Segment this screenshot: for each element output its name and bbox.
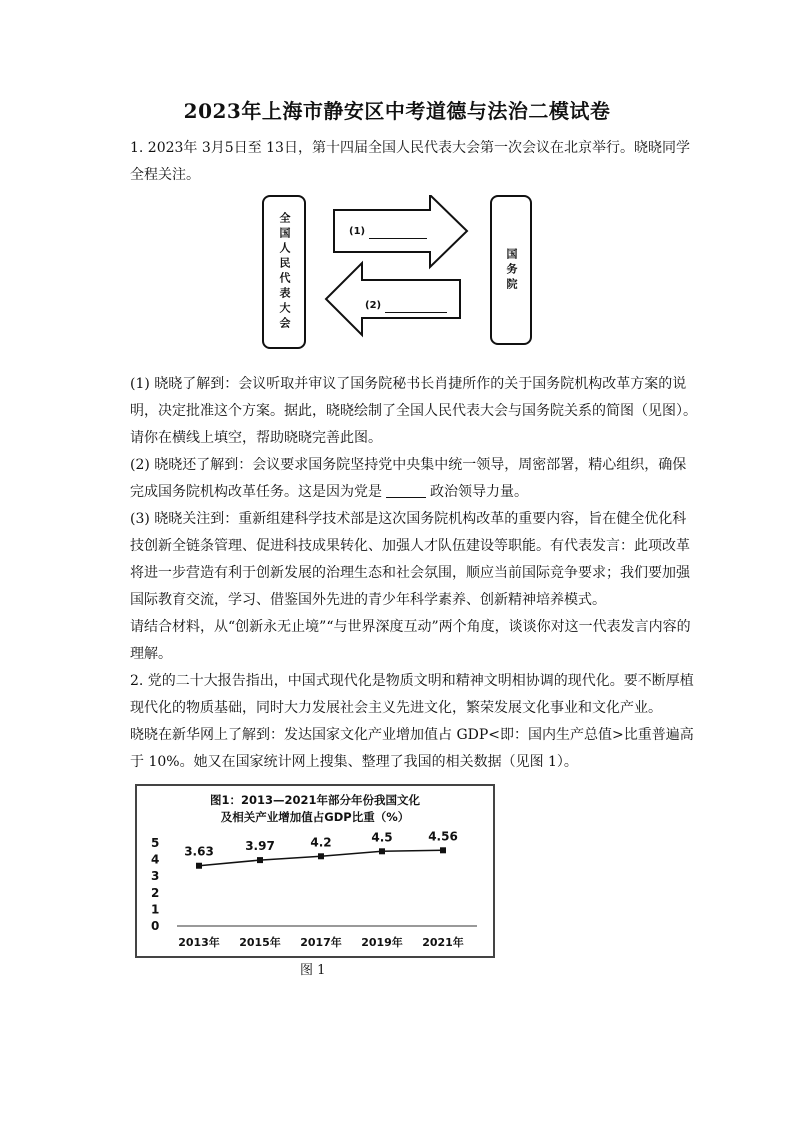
q1-sub3: (3) 晓晓关注到：重新组建科学技术部是这次国务院机构改革的重要内容，旨在健全优化科技创新全链条管理、促进科技成果转化、加强人才队伍建设等职能。有代表发言：此项改革将进一步营造有利于创新发展的治理生态和社会氛围，顺应当前国际竞争要求；我们要加强国际教育交流，学习、借鉴国外先进的青少年科学素养、创新精神培养模式。 — [130, 511, 690, 608]
data-label: 3.97 — [245, 839, 275, 854]
data-label: 3.63 — [184, 844, 214, 859]
npc-box — [262, 195, 306, 349]
arrow-left-shape — [326, 263, 460, 335]
data-point — [196, 863, 202, 869]
data-point — [379, 848, 385, 854]
chart-plot — [137, 786, 493, 956]
q1-sub2 — [130, 452, 700, 506]
x-tick-label: 2013年 — [178, 936, 220, 949]
arrow1-blank[interactable] — [369, 238, 427, 239]
q1-sub2-blank[interactable] — [386, 483, 426, 498]
q1-sub3-task: 请结合材料，从“创新永无止境”“与世界深度互动”两个角度，谈谈你对这一代表发言内容的理解。 — [130, 619, 691, 662]
y-tick-label: 1 — [151, 902, 160, 917]
page-title: 2023年上海市静安区中考道德与法治二模试卷 — [183, 99, 611, 123]
y-tick-label: 5 — [151, 836, 160, 850]
data-label: 4.56 — [428, 829, 458, 844]
q1-sub1: (1) 晓晓了解到：会议听取并审议了国务院秘书长肖捷所作的关于国务院机构改革方案的说明，决定批准这个方案。据此，晓晓绘制了全国人民代表大会与国务院关系的简图（见图）。请你在横线上填空，帮助晓晓完善此图。 — [130, 376, 697, 446]
state-council-box-label: 国务院 — [505, 247, 518, 293]
data-point — [257, 857, 263, 863]
arrow2-label: (2) — [365, 300, 382, 311]
npc-state-council-diagram — [262, 195, 532, 347]
arrow2-blank[interactable] — [385, 312, 447, 313]
y-tick-label: 4 — [151, 852, 160, 867]
q1-sub2-text: (2) 晓晓还了解到：会议要求国务院坚持党中央集中统一领导，周密部署，精心组织，确保完成国务院机构改革任务。这是因为党是 — [130, 457, 687, 500]
q2-intro: 2. 党的二十大报告指出，中国式现代化是物质文明和精神文明相协调的现代化。要不断厚植现代化的物质基础，同时大力发展社会主义先进文化，繁荣发展文化事业和文化产业。 — [130, 673, 694, 716]
x-tick-label: 2017年 — [300, 936, 342, 949]
data-point — [440, 847, 446, 853]
data-label: 4.5 — [371, 830, 393, 845]
y-tick-label: 2 — [151, 885, 160, 900]
data-label: 4.2 — [310, 835, 332, 850]
chart-title-line1: 图1：2013—2021年部分年份我国文化 — [209, 793, 420, 807]
state-council-box — [490, 195, 532, 345]
q1-sub2-tail: 政治领导力量。 — [430, 484, 528, 500]
q1-intro: 1. 2023年 3月5日至 13日，第十四届全国人民代表大会第一次会议在北京举行。晓晓同学全程关注。 — [130, 140, 690, 183]
x-tick-label: 2015年 — [239, 936, 281, 949]
y-tick-label: 3 — [151, 869, 160, 884]
x-tick-label: 2019年 — [361, 936, 403, 949]
arrow1-label: (1) — [349, 226, 366, 237]
figure1-chart — [135, 784, 495, 958]
figure-caption: 图 1 — [300, 963, 326, 978]
x-tick-label: 2021年 — [422, 936, 464, 949]
chart-title-line2: 及相关产业增加值占GDP比重（%） — [220, 810, 410, 824]
q2-info: 晓晓在新华网上了解到：发达国家文化产业增加值占 GDP<即：国内生产总值>比重普遍高于 10%。她又在国家统计网上搜集、整理了我国的相关数据（见图 1）。 — [130, 727, 694, 770]
y-tick-label: 0 — [151, 919, 160, 933]
data-point — [318, 853, 324, 859]
npc-box-label: 全国人民代表大会 — [278, 212, 291, 332]
